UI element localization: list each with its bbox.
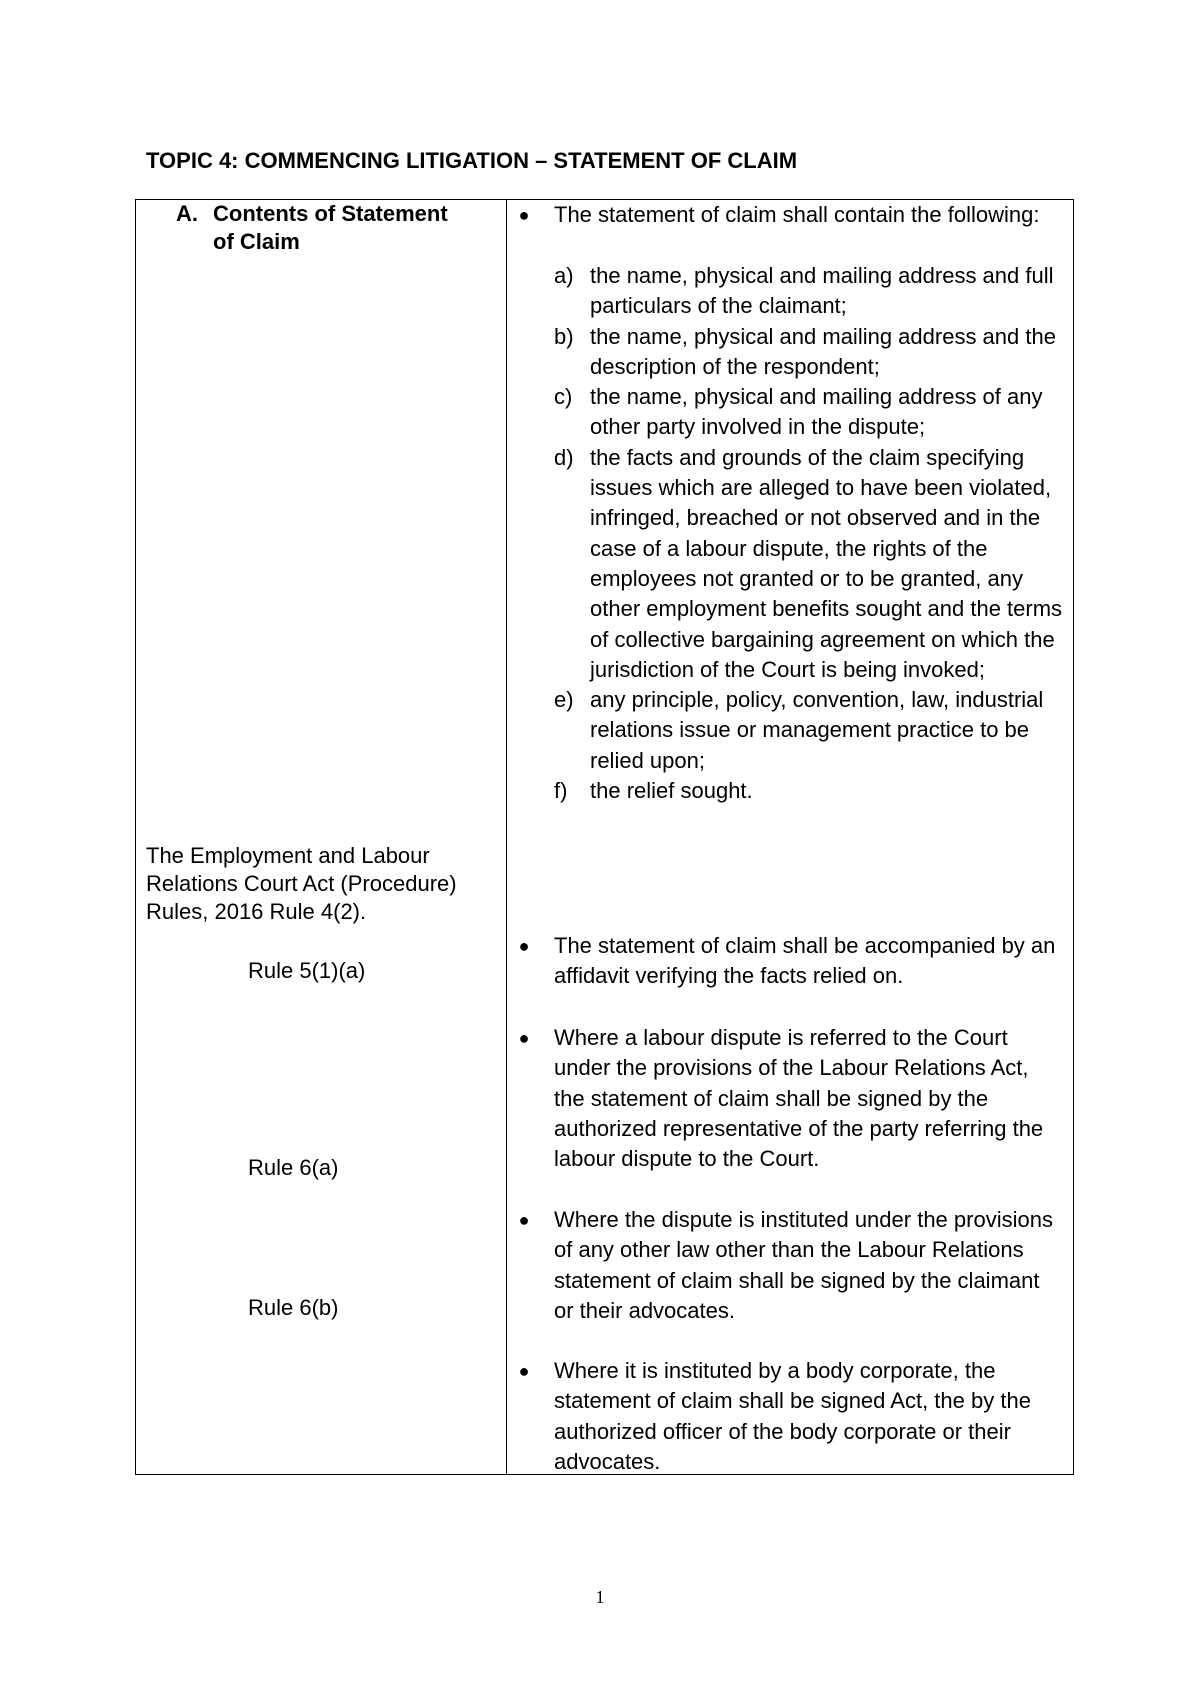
list-marker: a) [554,263,574,288]
list-item-text: the relief sought. [590,778,753,804]
list-item-text: any principle, policy, convention, law, industrial relations issue or management practice to be relied upon; [590,687,1044,773]
bullet-affidavit [516,931,1056,992]
page-title: TOPIC 4: COMMENCING LITIGATION – STATEMENT OF CLAIM [146,148,798,173]
list-marker: b) [554,323,574,349]
list-item [554,443,1064,685]
list-item [554,322,1064,383]
page-number: 1 [595,1587,605,1607]
list-item-text: the name, physical and mailing address and the description of the respondent; [590,323,1056,379]
list-item [554,382,1064,443]
rule-reference-3: Rule 6(b) [248,1295,339,1320]
bullet-intro [516,200,1056,230]
bullet-intro-text: The statement of claim shall contain the following: [554,202,1040,227]
list-marker: c) [554,384,573,410]
bullet-other-law [516,1205,1056,1326]
list-marker: e) [554,687,574,713]
section-letter: A. [176,201,198,226]
bullet-icon: ● [518,1028,530,1048]
list-item-text: the name, physical and mailing address of any other party involved in the dispute; [590,384,1043,440]
list-item [554,261,1064,322]
list-item-text: the name, physical and mailing address and full particulars of the claimant; [590,263,1054,319]
content-table [135,199,1074,1475]
bullet-text: Where the dispute is instituted under the provisions of any other law other than the Labour Relations statement of claim shall be signed by the claimant or their advocates. [554,1207,1053,1323]
list-marker: d) [554,444,574,470]
claim-contents-list [554,261,1064,806]
bullet-icon: ● [518,205,530,225]
list-item [554,685,1064,776]
column-divider [506,200,507,1474]
rule-reference-1: Rule 5(1)(a) [248,958,366,983]
rule-reference-2: Rule 6(a) [248,1155,339,1180]
bullet-labour-dispute [516,1023,1056,1174]
section-heading-text: Contents of Statement of Claim [213,201,448,254]
bullet-text: Where it is instituted by a body corporate, the statement of claim shall be signed Act, the by the authorized officer of the body corporate or their advocates. [554,1358,1031,1474]
list-item-text: the facts and grounds of the claim specifying issues which are alleged to have been violated, infringed, breached or not observed and in the case of a labour dispute, the rights of the employees not granted or to be granted, any other employment benefits sought and the terms of collective bargaining agreement on which the jurisdiction of the Court is being invoked; [590,444,1063,682]
list-marker: f) [554,778,568,804]
bullet-body-corporate [516,1356,1056,1477]
list-item [554,776,1064,806]
bullet-text: Where a labour dispute is referred to the Court under the provisions of the Labour Relations Act, the statement of claim shall be signed by the authorized representative of the party referring the labour dispute to the Court. [554,1025,1044,1172]
bullet-icon: ● [518,936,530,956]
bullet-text: The statement of claim shall be accompanied by an affidavit verifying the facts relied on. [554,933,1056,989]
bullet-icon: ● [518,1210,530,1230]
statute-reference: The Employment and Labour Relations Court Act (Procedure) Rules, 2016 Rule 4(2). [146,843,457,924]
bullet-icon: ● [518,1361,530,1381]
